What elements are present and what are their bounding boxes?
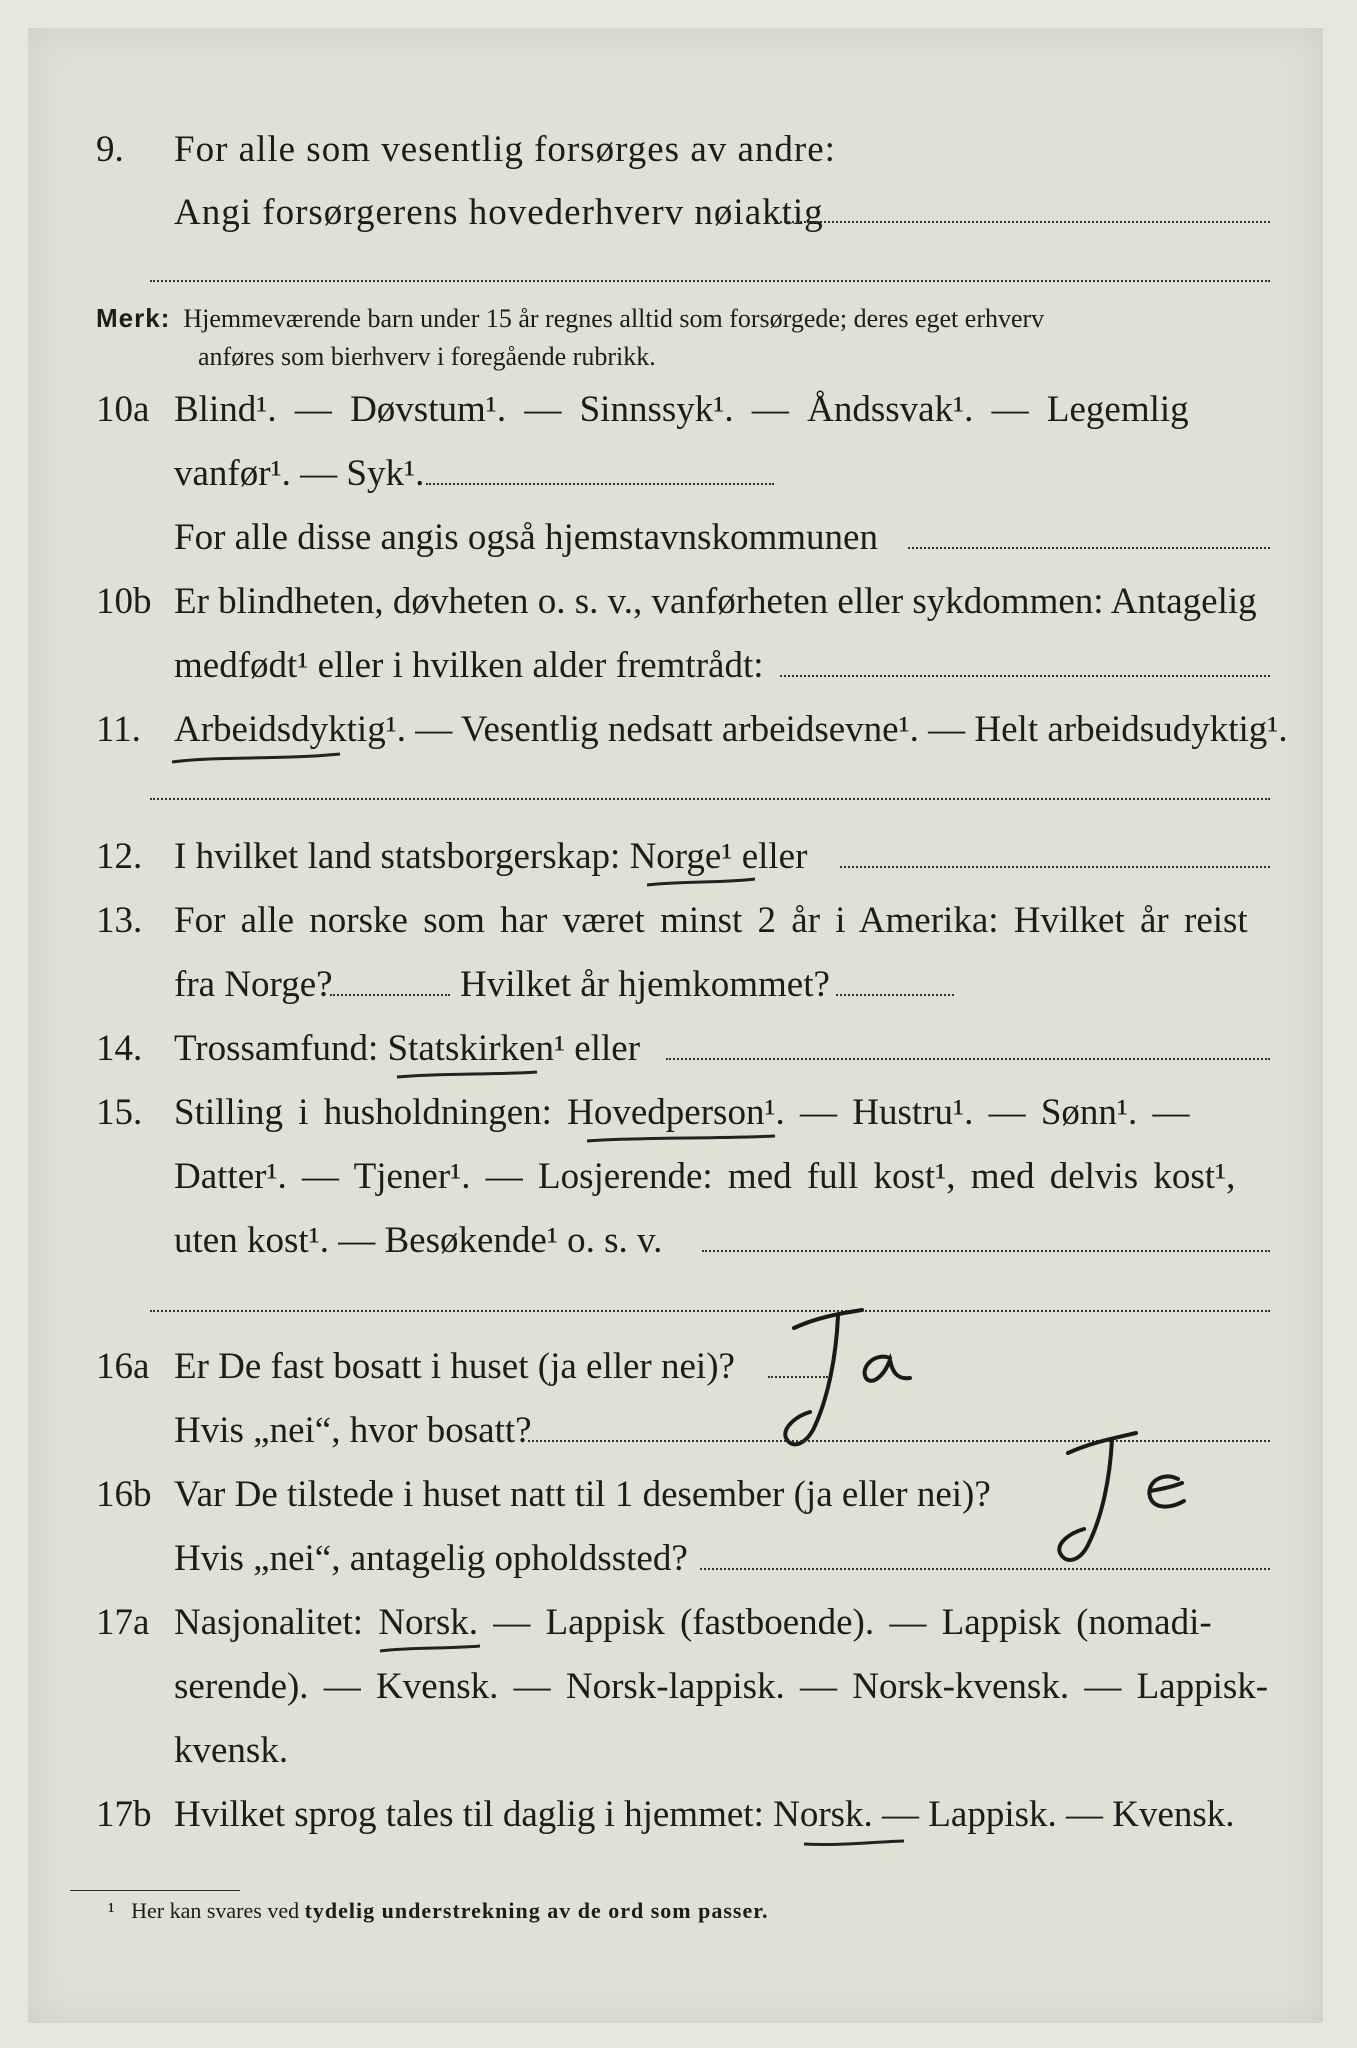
norge-underline — [643, 875, 763, 891]
q17a-number: 17a — [96, 1602, 150, 1643]
q12-text-1: I hvilket land statsborgerskap: Norge¹ eller — [174, 836, 808, 877]
merk-text-1: Hjemmeværende barn under 15 år regnes alltid som forsørgede; deres eget erhverv — [183, 304, 1045, 333]
q12-number: 12. — [96, 836, 143, 877]
q13-text-2b: Hvilket år hjemkommet? — [460, 964, 830, 1005]
q16a-text-1: Er De fast bosatt i huset (ja eller nei)? — [174, 1346, 735, 1387]
footnote-rule — [70, 1890, 240, 1891]
q10a-answer-line — [426, 483, 774, 485]
q17b-text-1: Hvilket sprog tales til daglig i hjemmet: Norsk. — Lappisk. — Kvensk. — [174, 1794, 1235, 1835]
q9-number: 9. — [96, 129, 124, 170]
q11-text-1: Arbeidsdyktig¹. — Vesentlig nedsatt arbeidsevne¹. — Helt arbeidsudyktig¹. — [174, 709, 1288, 750]
q9-answer-line-2 — [150, 280, 1270, 282]
q10b-number: 10b — [96, 581, 152, 622]
q15-text-3: uten kost¹. — Besøkende¹ o. s. v. — [174, 1220, 663, 1261]
q13-text-2a: fra Norge? — [174, 964, 333, 1005]
q15-answer-line-2 — [150, 1310, 1270, 1312]
q17b-number: 17b — [96, 1794, 152, 1835]
q10b-text-2: medfødt¹ eller i hvilken alder fremtrådt: — [174, 645, 764, 686]
footnote — [108, 1898, 769, 1924]
q14-number: 14. — [96, 1028, 143, 1069]
q16b-opholdssted-line — [700, 1568, 1270, 1570]
q13-number: 13. — [96, 900, 143, 941]
footnote-text: Her kan svares ved — [131, 1898, 300, 1923]
q10a-number: 10a — [96, 389, 150, 430]
q11-number: 11. — [96, 709, 141, 750]
q17a-text-2: serende). — Kvensk. — Norsk-lappisk. — Norsk-kvensk. — Lappisk- — [174, 1666, 1269, 1707]
merk-note — [96, 300, 1044, 375]
q10a-answer-line-2 — [908, 547, 1270, 549]
q16a-text-2: Hvis „nei“, hvor bosatt? — [174, 1410, 532, 1451]
q11-answer-line — [150, 798, 1270, 800]
norsk-underline — [376, 1641, 486, 1657]
q16b-text-1: Var De tilstede i huset natt til 1 desember (ja eller nei)? — [174, 1474, 991, 1515]
q16a-number: 16a — [96, 1346, 150, 1387]
q16b-number: 16b — [96, 1474, 152, 1515]
q13-reist-line — [330, 994, 450, 996]
footnote-mark: ¹ — [108, 1898, 115, 1923]
norsk-language-underline — [800, 1836, 910, 1852]
arbeidsdyktig-underline — [168, 748, 348, 768]
hovedperson-underline — [583, 1131, 783, 1147]
q17a-text-3: kvensk. — [174, 1730, 289, 1771]
census-form-page — [28, 28, 1323, 2023]
q10a-text-3: For alle disse angis også hjemstavnskommunen — [174, 517, 878, 558]
q10b-text-1: Er blindheten, døvheten o. s. v., vanførheten eller sykdommen: Antagelig — [174, 581, 1257, 622]
q13-text-1: For alle norske som har været minst 2 år i Amerika: Hvilket år reist — [174, 900, 1248, 941]
q13-hjemkommet-line — [836, 994, 954, 996]
q15-text-2: Datter¹. — Tjener¹. — Losjerende: med full kost¹, med delvis kost¹, — [174, 1156, 1236, 1197]
q15-text-1: Stilling i husholdningen: Hovedperson¹. — Hustru¹. — Sønn¹. — — [174, 1092, 1190, 1133]
merk-text-2: anføres som bierhverv i foregående rubrikk. — [198, 341, 656, 371]
q17a-text-1: Nasjonalitet: Norsk. — Lappisk (fastboende). — Lappisk (nomadi- — [174, 1602, 1212, 1643]
q16b-text-2: Hvis „nei“, antagelig opholdssted? — [174, 1538, 688, 1579]
q16b-handwritten-ja — [1038, 1413, 1208, 1583]
q9-text-2: Angi forsørgerens hovederhverv nøiaktig — [174, 192, 824, 233]
q10a-text-1: Blind¹. — Døvstum¹. — Sinnssyk¹. — Åndssvak¹. — Legemlig — [174, 389, 1189, 430]
q10a-text-2: vanfør¹. — Syk¹. — [174, 453, 425, 494]
q9-text-1: For alle som vesentlig forsørges av andre: — [174, 129, 836, 170]
q12-answer-line — [840, 866, 1270, 868]
q15-answer-line — [702, 1250, 1270, 1252]
q15-number: 15. — [96, 1092, 143, 1133]
footnote-bold-text: tydelig understrekning av de ord som passer. — [304, 1898, 769, 1923]
q10b-answer-line — [780, 675, 1270, 677]
statskirken-underline — [393, 1067, 543, 1083]
merk-label: Merk: — [96, 303, 171, 333]
q14-answer-line — [666, 1058, 1270, 1060]
q14-text-1: Trossamfund: Statskirken¹ eller — [174, 1028, 641, 1069]
q9-answer-line — [780, 221, 1270, 223]
